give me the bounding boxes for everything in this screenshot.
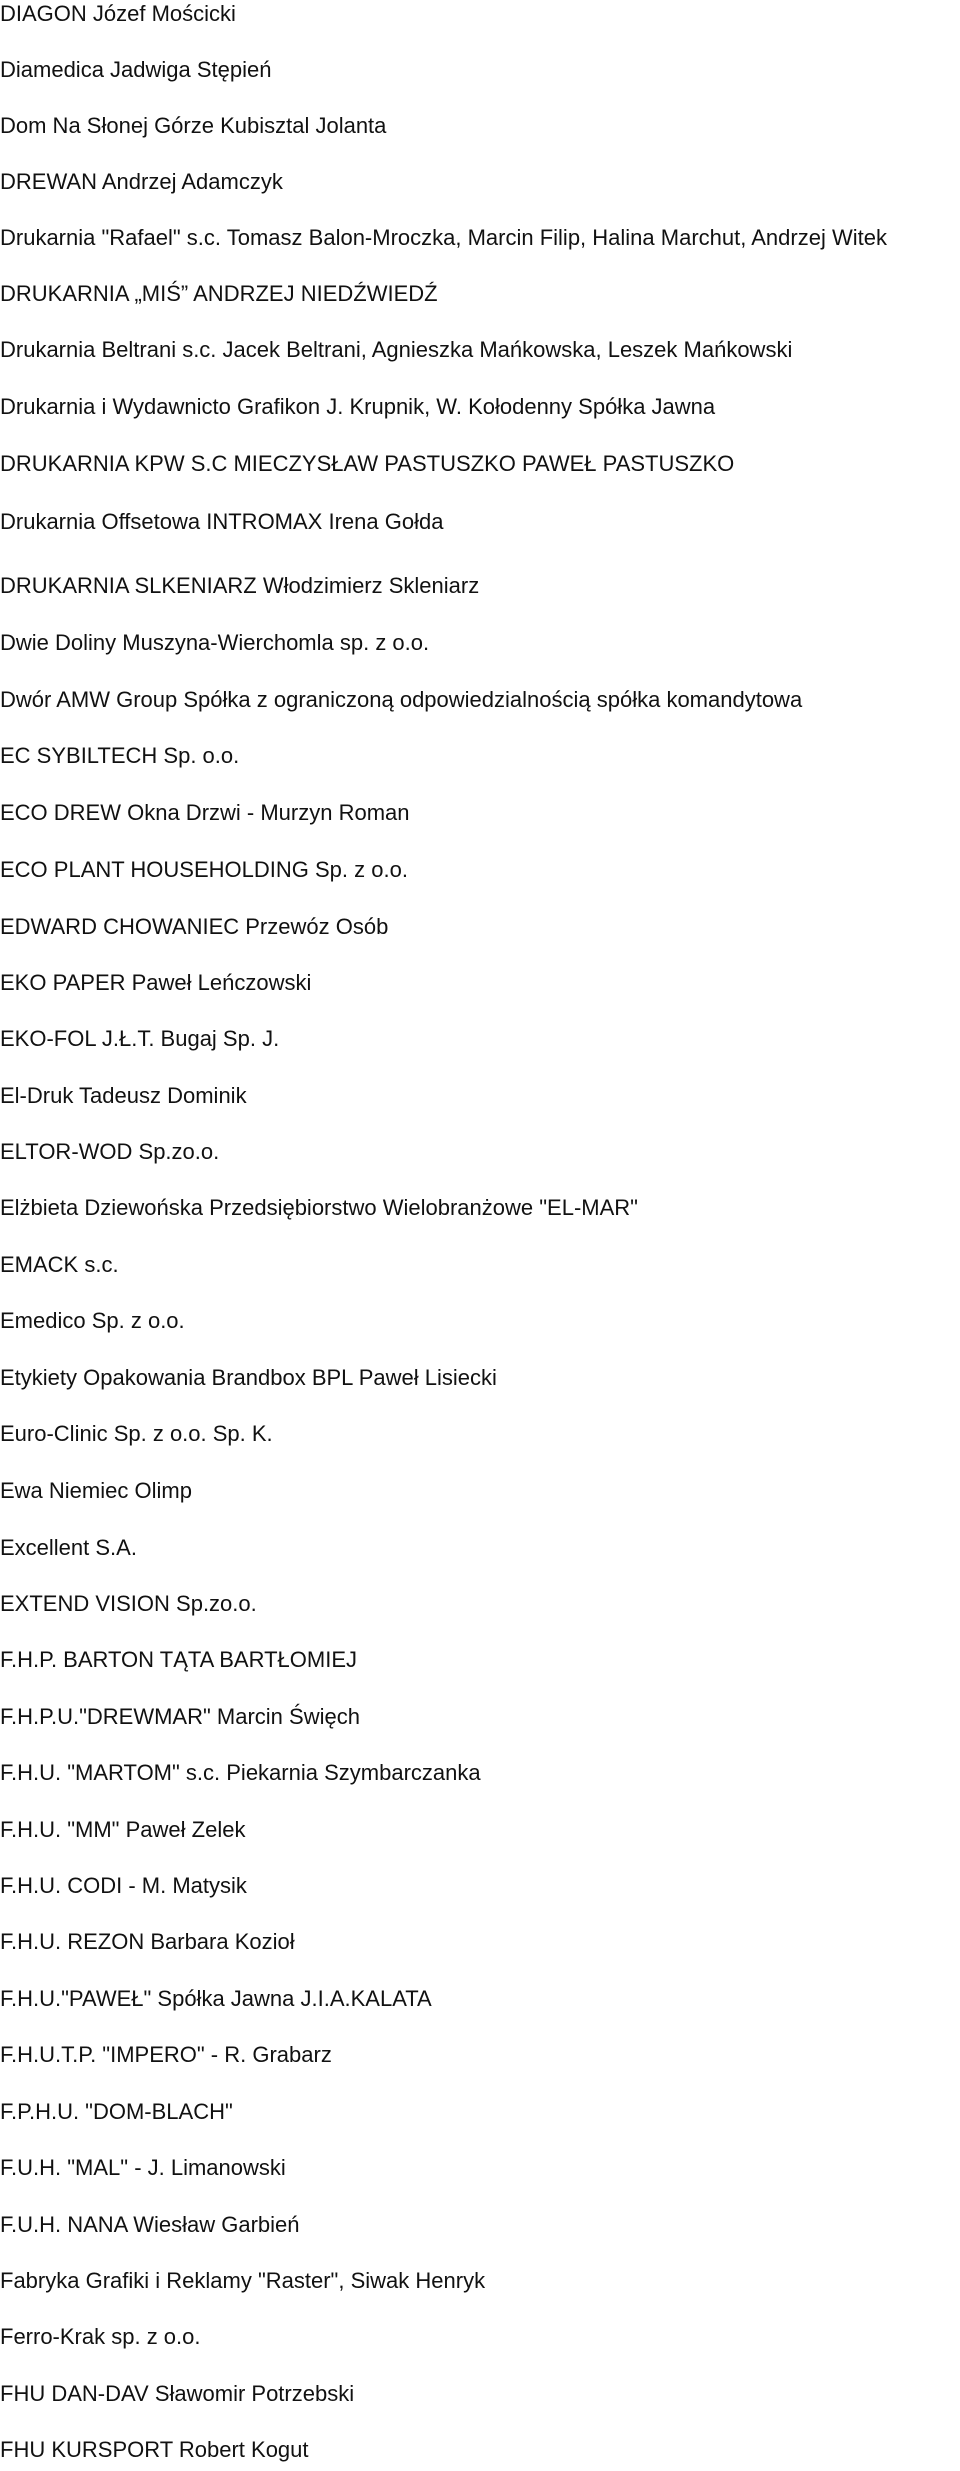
list-item: F.P.H.U. "DOM-BLACH" [0, 2099, 233, 2124]
list-item: DREWAN Andrzej Adamczyk [0, 169, 283, 194]
list-item: Dom Na Słonej Górze Kubisztal Jolanta [0, 113, 387, 138]
list-item: EMACK s.c. [0, 1252, 119, 1277]
list-item: Drukarnia i Wydawnicto Grafikon J. Krupnik, W. Kołodenny Spółka Jawna [0, 394, 716, 419]
list-item: F.H.U. CODI - M. Matysik [0, 1873, 247, 1898]
list-item: EC SYBILTECH Sp. o.o. [0, 743, 240, 768]
list-item: Diamedica Jadwiga Stępień [0, 57, 272, 82]
list-item: Emedico Sp. z o.o. [0, 1308, 185, 1333]
list-item: Drukarnia Offsetowa INTROMAX Irena Gołda [0, 509, 444, 534]
list-item: Elżbieta Dziewońska Przedsiębiorstwo Wielobranżowe "EL-MAR" [0, 1195, 638, 1220]
list-item: F.U.H. "MAL" - J. Limanowski [0, 2155, 286, 2180]
list-item: DRUKARNIA SLKENIARZ Włodzimierz Skleniarz [0, 573, 480, 598]
list-item: Drukarnia Beltrani s.c. Jacek Beltrani, Agnieszka Mańkowska, Leszek Mańkowski [0, 337, 793, 362]
list-item: Ewa Niemiec Olimp [0, 1478, 192, 1503]
list-item: EXTEND VISION Sp.zo.o. [0, 1591, 257, 1616]
list-item: Euro-Clinic Sp. z o.o. Sp. K. [0, 1421, 273, 1446]
list-item: F.H.P.U."DREWMAR" Marcin Święch [0, 1704, 360, 1729]
list-item: ECO PLANT HOUSEHOLDING Sp. z o.o. [0, 857, 408, 882]
list-item: F.H.P. BARTON TĄTA BARTŁOMIEJ [0, 1647, 357, 1672]
list-item: FHU KURSPORT Robert Kogut [0, 2437, 309, 2462]
list-item: F.U.H. NANA Wiesław Garbień [0, 2212, 300, 2237]
list-item: Drukarnia "Rafael" s.c. Tomasz Balon-Mroczka, Marcin Filip, Halina Marchut, Andrzej Witek [0, 225, 887, 250]
list-item: EKO-FOL J.Ł.T. Bugaj Sp. J. [0, 1026, 280, 1051]
list-item: FHU DAN-DAV Sławomir Potrzebski [0, 2381, 355, 2406]
list-item: DIAGON Józef Mościcki [0, 1, 236, 26]
list-item: F.H.U. "MARTOM" s.c. Piekarnia Szymbarczanka [0, 1760, 481, 1785]
list-item: EKO PAPER Paweł Leńczowski [0, 970, 312, 995]
list-item: ELTOR-WOD Sp.zo.o. [0, 1139, 220, 1164]
list-item: F.H.U."PAWEŁ" Spółka Jawna J.I.A.KALATA [0, 1986, 432, 2011]
list-item: ECO DREW Okna Drzwi - Murzyn Roman [0, 800, 410, 825]
list-item: EDWARD CHOWANIEC Przewóz Osób [0, 914, 389, 939]
list-item: El-Druk Tadeusz Dominik [0, 1083, 247, 1108]
list-item: Ferro-Krak sp. z o.o. [0, 2324, 201, 2349]
list-item: Etykiety Opakowania Brandbox BPL Paweł Lisiecki [0, 1365, 497, 1390]
list-item: DRUKARNIA KPW S.C MIECZYSŁAW PASTUSZKO PAWEŁ PASTUSZKO [0, 451, 735, 476]
list-item: Dwór AMW Group Spółka z ograniczoną odpowiedzialnością spółka komandytowa [0, 687, 803, 712]
list-item: Fabryka Grafiki i Reklamy "Raster", Siwak Henryk [0, 2268, 486, 2293]
list-item: F.H.U.T.P. "IMPERO" - R. Grabarz [0, 2042, 332, 2067]
list-item: F.H.U. REZON Barbara Kozioł [0, 1929, 295, 1954]
list-item: Excellent S.A. [0, 1535, 137, 1560]
list-item: DRUKARNIA „MIŚ” ANDRZEJ NIEDŹWIEDŹ [0, 281, 438, 306]
list-item: F.H.U. "MM" Paweł Zelek [0, 1817, 246, 1842]
list-item: Dwie Doliny Muszyna-Wierchomla sp. z o.o. [0, 630, 430, 655]
